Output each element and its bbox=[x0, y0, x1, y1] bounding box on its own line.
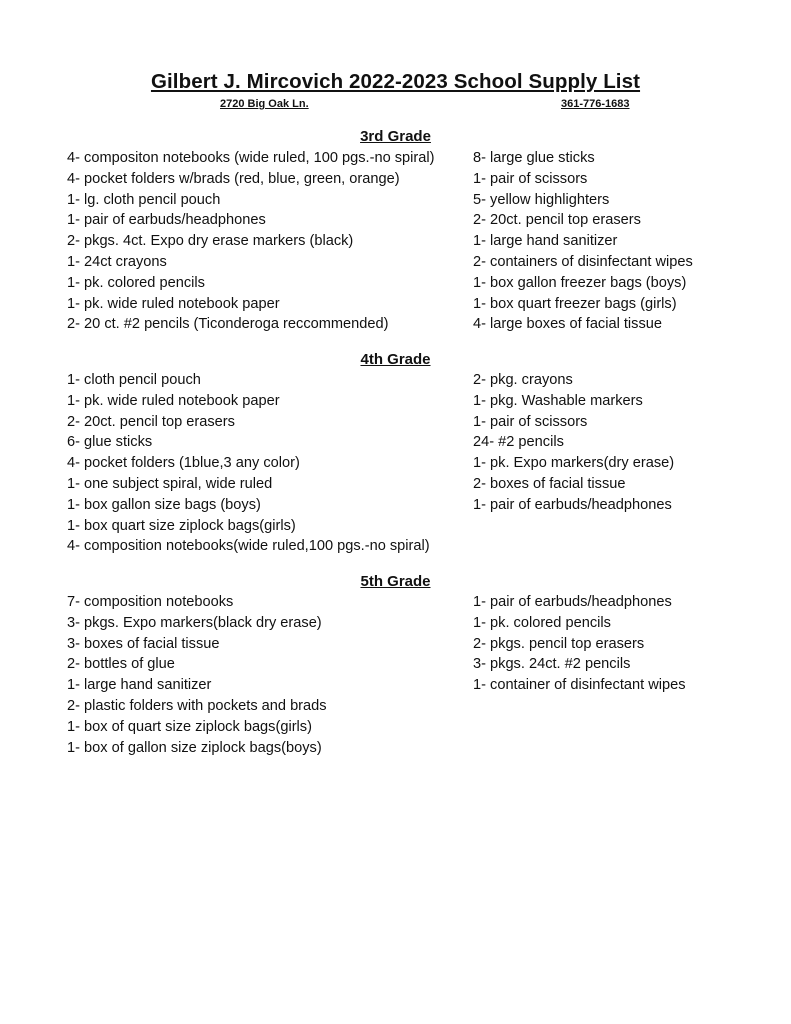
list-item: 1- one subject spiral, wide ruled bbox=[67, 475, 273, 492]
list-item: 2- 20 ct. #2 pencils (Ticonderoga reccommended) bbox=[67, 316, 389, 333]
list-item: 1- pkg. Washable markers bbox=[473, 392, 643, 409]
grade-4-right-list bbox=[473, 370, 674, 516]
grade-5-heading: 5th Grade bbox=[360, 573, 431, 590]
list-item: 1- box quart freezer bags (girls) bbox=[473, 295, 677, 312]
list-item: 8- large glue sticks bbox=[473, 150, 595, 166]
list-item: 1- box gallon freezer bags (boys) bbox=[473, 274, 687, 291]
list-item: 1- pk. wide ruled notebook paper bbox=[67, 295, 280, 312]
list-item: 1- pk. colored pencils bbox=[67, 274, 205, 291]
list-item: 2- bottles of glue bbox=[67, 656, 175, 673]
school-address: 2720 Big Oak Ln. bbox=[220, 98, 309, 110]
list-item: 2- pkg. crayons bbox=[473, 372, 573, 388]
list-item: 1- box of quart size ziplock bags(girls) bbox=[67, 718, 312, 735]
list-item: 6- glue sticks bbox=[67, 434, 153, 451]
list-item: 4- composition notebooks(wide ruled,100 pgs.-no spiral) bbox=[67, 538, 430, 555]
list-item: 3- pkgs. Expo markers(black dry erase) bbox=[67, 614, 322, 631]
list-item: 2- 20ct. pencil top erasers bbox=[67, 413, 235, 430]
list-item: 1- pair of earbuds/headphones bbox=[473, 496, 672, 513]
list-item: 1- box gallon size bags (boys) bbox=[67, 496, 261, 513]
list-item: 24- #2 pencils bbox=[473, 434, 564, 451]
list-item: 1- container of disinfectant wipes bbox=[473, 677, 686, 694]
grade-3-right-list bbox=[473, 148, 693, 335]
list-item: 1- box of gallon size ziplock bags(boys) bbox=[67, 739, 322, 756]
list-item: 2- boxes of facial tissue bbox=[473, 475, 626, 492]
list-item: 1- pk. Expo markers(dry erase) bbox=[473, 455, 675, 472]
grade-5-left-list bbox=[67, 592, 327, 758]
list-item: 3- pkgs. 24ct. #2 pencils bbox=[473, 656, 631, 673]
page-title: Gilbert J. Mircovich 2022-2023 School Supply List bbox=[150, 70, 641, 93]
grade-4-heading: 4th Grade bbox=[360, 351, 431, 368]
list-item: 2- containers of disinfectant wipes bbox=[473, 253, 693, 270]
list-item: 1- box quart size ziplock bags(girls) bbox=[67, 517, 296, 534]
list-item: 4- pocket folders w/brads (red, blue, green, orange) bbox=[67, 170, 400, 187]
list-item: 1- large hand sanitizer bbox=[67, 677, 212, 694]
list-item: 1- pk. wide ruled notebook paper bbox=[67, 392, 280, 409]
grade-5-right-list bbox=[473, 592, 686, 696]
list-item: 1- pk. colored pencils bbox=[473, 614, 611, 631]
list-item: 2- pkgs. 4ct. Expo dry erase markers (black) bbox=[67, 233, 354, 250]
list-item: 4- compositon notebooks (wide ruled, 100 pgs.-no spiral) bbox=[67, 150, 435, 166]
list-item: 1- pair of scissors bbox=[473, 413, 588, 430]
list-item: 2- 20ct. pencil top erasers bbox=[473, 212, 641, 229]
list-item: 1- pair of earbuds/headphones bbox=[67, 212, 266, 229]
list-item: 4- pocket folders (1blue,3 any color) bbox=[67, 455, 300, 472]
list-item: 1- pair of earbuds/headphones bbox=[473, 594, 672, 610]
grade-3-heading: 3rd Grade bbox=[360, 128, 431, 145]
list-item: 5- yellow highlighters bbox=[473, 191, 610, 208]
list-item: 2- plastic folders with pockets and brads bbox=[67, 697, 327, 714]
grade-3-left-list bbox=[67, 148, 434, 335]
list-item: 1- lg. cloth pencil pouch bbox=[67, 191, 221, 208]
list-item: 1- cloth pencil pouch bbox=[67, 372, 201, 388]
list-item: 1- pair of scissors bbox=[473, 170, 588, 187]
list-item: 1- large hand sanitizer bbox=[473, 233, 618, 250]
list-item: 1- 24ct crayons bbox=[67, 253, 167, 270]
list-item: 2- pkgs. pencil top erasers bbox=[473, 635, 645, 652]
school-phone: 361-776-1683 bbox=[561, 98, 630, 110]
list-item: 4- large boxes of facial tissue bbox=[473, 316, 663, 333]
list-item: 3- boxes of facial tissue bbox=[67, 635, 220, 652]
grade-4-left-list bbox=[67, 370, 430, 557]
list-item: 7- composition notebooks bbox=[67, 594, 234, 610]
